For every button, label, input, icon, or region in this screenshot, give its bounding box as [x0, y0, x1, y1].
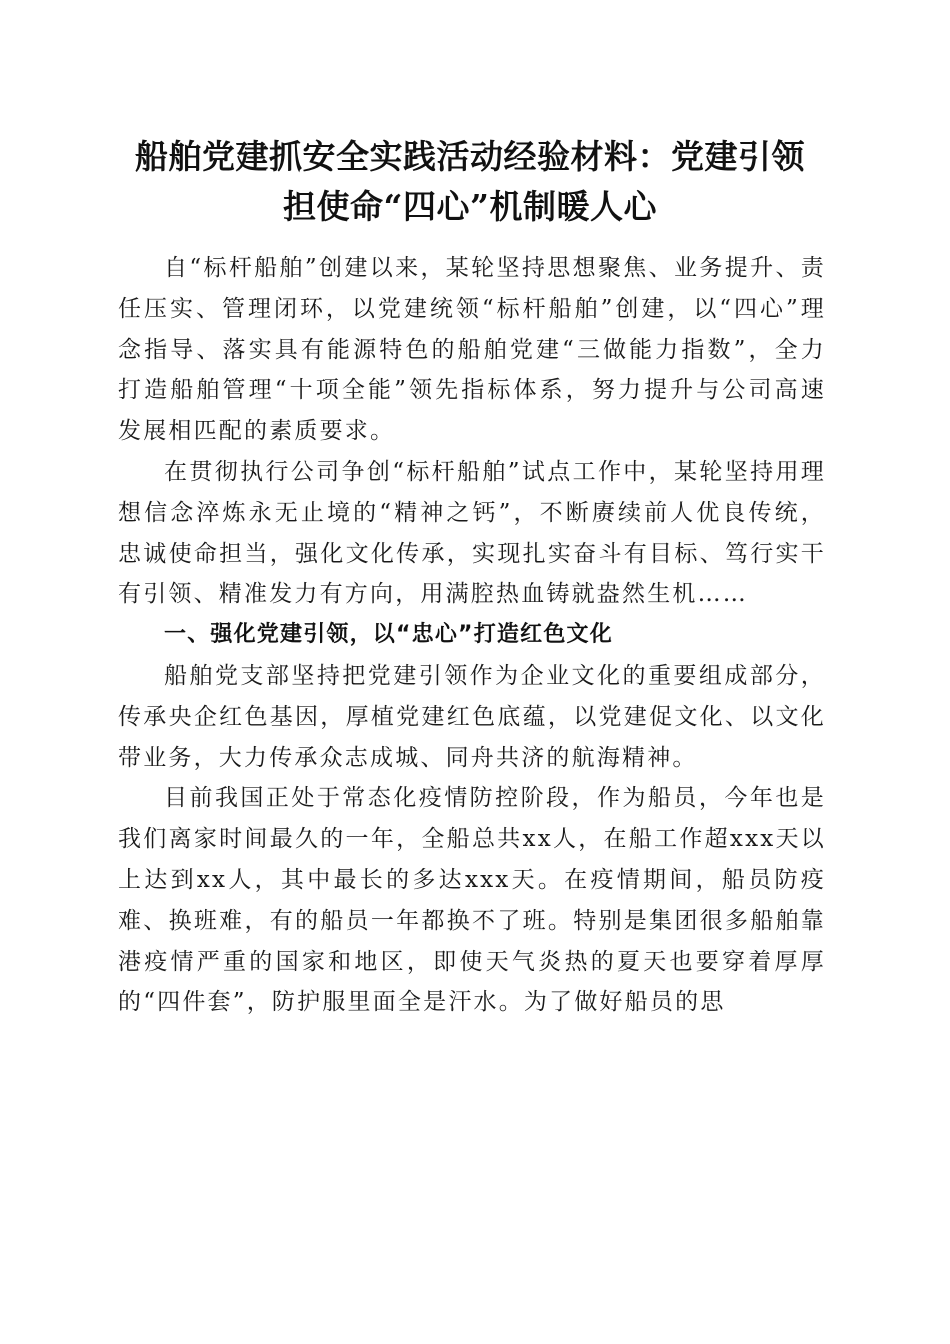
paragraph-intro: 自“标杆船舶”创建以来，某轮坚持思想聚焦、业务提升、责任压实、管理闭环，以党建统领“标杆船舶”创建，以“四心”理念指导、落实具有能源特色的船舶党建“三做能力指数”，全力打造船舶管理“十项全能”领先指标体系，努力提升与公司高速发展相匹配的素质要求。: [118, 255, 826, 445]
document-body: [118, 248, 826, 1023]
title-line-1: 船舶党建抓安全实践活动经验材料：党建引领: [135, 137, 805, 176]
section-heading-1: 一、强化党建引领，以“忠心”打造红色文化: [164, 622, 613, 648]
paragraph-party-branch: 船舶党支部坚持把党建引领作为企业文化的重要组成部分，传承央企红色基因，厚植党建红色底蕴，以党建促文化、以文化带业务，大力传承众志成城、同舟共济的航海精神。: [118, 662, 826, 771]
paragraph-pilot-work: 在贯彻执行公司争创“标杆船舶”试点工作中，某轮坚持用理想信念淬炼永无止境的“精神之钙”，不断赓续前人优良传统，忠诚使命担当，强化文化传承，实现扎实奋斗有目标、笃行实干有引领、精准发力有方向，用满腔热血铸就盎然生机……: [118, 458, 826, 608]
paragraph-epidemic: 目前我国正处于常态化疫情防控阶段，作为船员，今年也是我们离家时间最久的一年，全船总共xx人，在船工作超xxx天以上达到xx人，其中最长的多达xxx天。在疫情期间，船员防疫难、换班难，有的船员一年都换不了班。特别是集团很多船舶靠港疫情严重的国家和地区，即使天气炎热的夏天也要穿着厚厚的“四件套”，防护服里面全是汗水。为了做好船员的思: [118, 785, 826, 1016]
title-line-2: 担使命“四心”机制暖人心: [283, 187, 657, 226]
document-title: [100, 132, 840, 232]
